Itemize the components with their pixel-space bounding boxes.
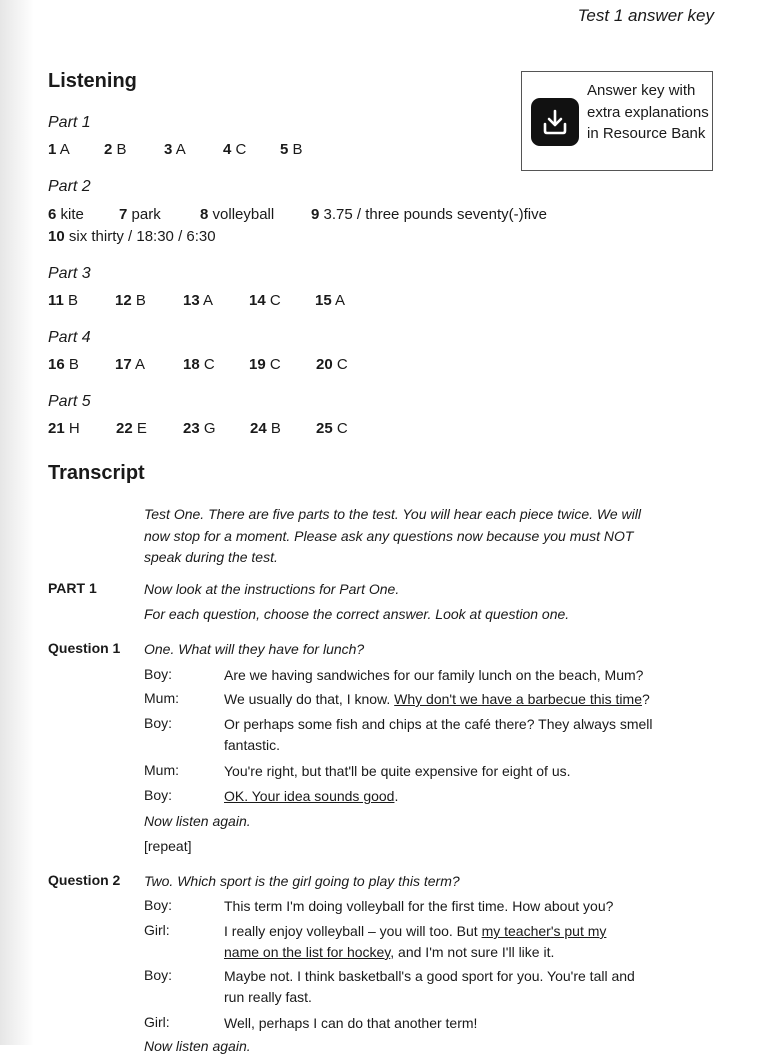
key-answer-underline: OK. Your idea sounds good <box>224 788 395 804</box>
answer-item: 20 C <box>316 356 348 373</box>
speaker-label: Boy: <box>144 715 173 731</box>
listening-heading: Listening <box>48 70 137 92</box>
dialogue-line: Maybe not. I think basketball's a good sport for you. You're tall and run really fast. <box>224 968 635 1005</box>
answer-item: 1 A <box>48 141 70 158</box>
part-1-label: PART 1 <box>48 580 97 596</box>
answer-item: 21 H <box>48 420 80 437</box>
speaker-label: Mum: <box>144 762 179 778</box>
answer-item: 8 volleyball <box>200 206 275 223</box>
part-3-heading: Part 3 <box>48 265 91 282</box>
answer-item: 25 C <box>316 420 348 437</box>
part-5-heading: Part 5 <box>48 393 91 410</box>
question-2-prompt: Two. Which sport is the girl going to play this term? <box>144 873 460 889</box>
listen-again-note: Now listen again. <box>144 1038 251 1054</box>
question-1-label: Question 1 <box>48 640 121 656</box>
answer-key-text: Answer key with extra explanations in Resource Bank <box>587 82 709 142</box>
listen-again-note: Now listen again. <box>144 813 251 829</box>
answer-item: 5 B <box>280 141 303 158</box>
dialogue-line: Well, perhaps I can do that another term! <box>224 1015 478 1031</box>
answer-item: 4 C <box>223 141 247 158</box>
dialogue-line: This term I'm doing volleyball for the first time. How about you? <box>224 898 614 914</box>
speaker-label: Girl: <box>144 1014 170 1030</box>
part-1-heading: Part 1 <box>48 114 91 131</box>
transcript-heading: Transcript <box>48 462 145 484</box>
speaker-label: Boy: <box>144 967 173 983</box>
key-answer-underline: Why don't we have a barbecue this time <box>394 691 642 707</box>
answer-item: 22 E <box>116 420 147 437</box>
part-2-heading: Part 2 <box>48 178 91 195</box>
answer-item: 2 B <box>104 141 127 158</box>
question-2-label: Question 2 <box>48 872 121 888</box>
speaker-label: Girl: <box>144 922 170 938</box>
speaker-label: Mum: <box>144 690 179 706</box>
key-answer-underline: my teacher's put my name on the list for hockey <box>224 923 607 960</box>
answer-item: 7 park <box>119 206 161 223</box>
answer-item: 14 C <box>249 292 281 309</box>
answer-item: 18 C <box>183 356 215 373</box>
answer-item: 10 six thirty / 18:30 / 6:30 <box>48 228 216 245</box>
answer-item: 16 B <box>48 356 79 373</box>
answer-item: 23 G <box>183 420 216 437</box>
dialogue-line: OK. Your idea sounds good. <box>224 788 399 804</box>
answer-item: 13 A <box>183 292 214 309</box>
dialogue-line: I really enjoy volleyball – you will too. But my teacher's put my name on the list for hockey, and I'm not sure I'll like it. <box>224 923 607 960</box>
dialogue-line: We usually do that, I know. Why don't we have a barbecue this time? <box>224 691 650 707</box>
speaker-label: Boy: <box>144 897 173 913</box>
part-1-instruction: Now look at the instructions for Part One. <box>144 581 400 597</box>
answer-item: 24 B <box>250 420 281 437</box>
part-4-heading: Part 4 <box>48 329 91 346</box>
running-header: Test 1 answer key <box>577 6 714 25</box>
answer-item: 3 A <box>164 141 186 158</box>
page-edge-shadow <box>0 0 34 1045</box>
question-1-prompt: One. What will they have for lunch? <box>144 641 365 657</box>
answer-item: 19 C <box>249 356 281 373</box>
download-icon <box>531 98 579 146</box>
dialogue-line: Are we having sandwiches for our family lunch on the beach, Mum? <box>224 667 644 683</box>
answer-item: 12 B <box>115 292 146 309</box>
dialogue-line: You're right, but that'll be quite expensive for eight of us. <box>224 763 571 779</box>
answer-item: 17 A <box>115 356 146 373</box>
speaker-label: Boy: <box>144 787 173 803</box>
part-1-instruction: For each question, choose the correct answer. Look at question one. <box>144 606 570 622</box>
speaker-label: Boy: <box>144 666 173 682</box>
answer-key-callout[interactable] <box>521 71 713 171</box>
answer-item: 6 kite <box>48 206 84 223</box>
repeat-note: [repeat] <box>144 838 192 854</box>
answer-item: 15 A <box>315 292 346 309</box>
answer-item: 11 B <box>48 292 79 309</box>
dialogue-line: Or perhaps some fish and chips at the café there? They always smell fantastic. <box>224 716 653 753</box>
answer-item: 9 3.75 / three pounds seventy(-)five <box>311 206 547 223</box>
transcript-intro: Test One. There are five parts to the test. You will hear each piece twice. We will now stop for a moment. Please ask any questions now because you must NOT speak during the test. <box>144 506 641 565</box>
